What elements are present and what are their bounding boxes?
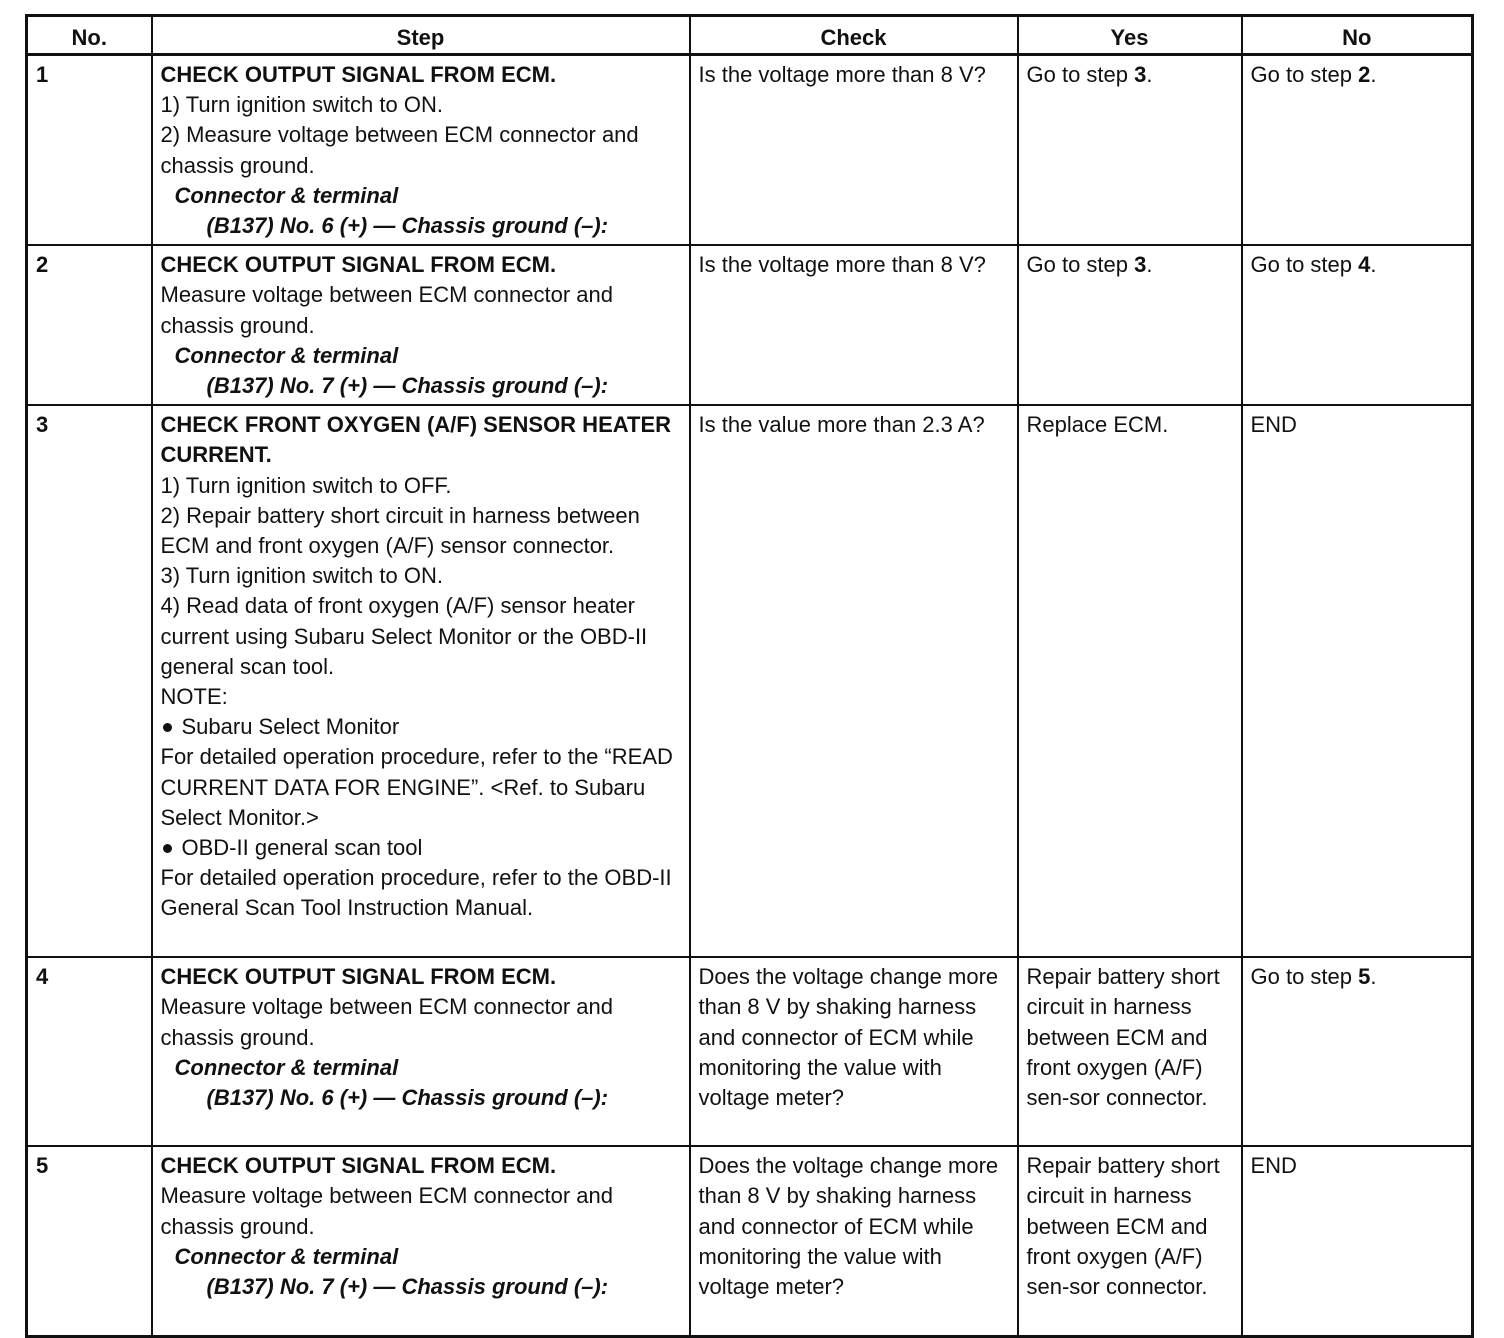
yes-prefix: Go to step bbox=[1026, 252, 1135, 278]
connector-label: Connector & terminal bbox=[174, 342, 399, 368]
bullet-dot-icon bbox=[163, 723, 172, 732]
yes-suffix: . bbox=[1146, 252, 1153, 278]
step-number: 2 bbox=[27, 245, 152, 405]
step-title: CHECK OUTPUT SIGNAL FROM ECM. bbox=[160, 1153, 557, 1179]
step-line: 2) Measure voltage between ECM connector and chassis ground. bbox=[160, 122, 639, 178]
bullet-item bbox=[161, 712, 683, 742]
bullet-text: For detailed operation procedure, refer to the OBD-II General Scan Tool Instruction Manual. bbox=[160, 865, 672, 921]
header-yes: Yes bbox=[1018, 16, 1242, 55]
step-cell bbox=[152, 245, 690, 405]
table-row bbox=[27, 1146, 1473, 1337]
yes-suffix: . bbox=[1146, 62, 1153, 87]
no-step-ref: 2 bbox=[1358, 62, 1371, 87]
step-cell bbox=[152, 55, 690, 246]
table-row bbox=[27, 957, 1473, 1146]
step-line: 1) Turn ignition switch to OFF. bbox=[160, 472, 452, 498]
no-suffix: . bbox=[1370, 252, 1377, 278]
step-line: 4) Read data of front oxygen (A/F) sensor heater current using Subaru Select Monitor or the OBD-II general scan tool. bbox=[160, 593, 648, 679]
step-number: 4 bbox=[27, 957, 152, 1146]
table-row bbox=[27, 55, 1473, 246]
yes-cell: Repair battery short circuit in harness between ECM and front oxygen (A/F) sen-sor connector. bbox=[1018, 1146, 1242, 1337]
step-line: Measure voltage between ECM connector and chassis ground. bbox=[160, 994, 613, 1050]
check-cell: Does the voltage change more than 8 V by shaking harness and connector of ECM while monitoring the value with voltage meter? bbox=[690, 1146, 1018, 1337]
yes-cell bbox=[1018, 245, 1242, 405]
note-label: NOTE: bbox=[160, 684, 228, 710]
bullet-label: Subaru Select Monitor bbox=[181, 714, 400, 740]
no-cell: END bbox=[1242, 405, 1473, 957]
yes-cell: Replace ECM. bbox=[1018, 405, 1242, 957]
connector-value: (B137) No. 7 (+) — Chassis ground (–): bbox=[206, 373, 609, 399]
header-no-result: No bbox=[1242, 16, 1473, 55]
header-check: Check bbox=[690, 16, 1018, 55]
diagnostic-procedure-table bbox=[25, 14, 1474, 1338]
step-line: 1) Turn ignition switch to ON. bbox=[160, 92, 443, 118]
header-step: Step bbox=[152, 16, 690, 55]
step-title: CHECK FRONT OXYGEN (A/F) SENSOR HEATER CURRENT. bbox=[160, 412, 672, 468]
check-cell: Does the voltage change more than 8 V by shaking harness and connector of ECM while monitoring the value with voltage meter? bbox=[690, 957, 1018, 1146]
step-line: Measure voltage between ECM connector and chassis ground. bbox=[160, 282, 613, 338]
step-title: CHECK OUTPUT SIGNAL FROM ECM. bbox=[160, 964, 557, 990]
connector-value: (B137) No. 6 (+) — Chassis ground (–): bbox=[206, 1085, 609, 1111]
check-cell: Is the voltage more than 8 V? bbox=[690, 55, 1018, 246]
table-row bbox=[27, 245, 1473, 405]
no-suffix: . bbox=[1370, 62, 1377, 87]
yes-step-ref: 3 bbox=[1134, 252, 1147, 278]
connector-label: Connector & terminal bbox=[174, 182, 399, 208]
no-cell bbox=[1242, 55, 1473, 246]
connector-label: Connector & terminal bbox=[174, 1054, 399, 1080]
step-cell bbox=[152, 957, 690, 1146]
connector-label: Connector & terminal bbox=[174, 1243, 399, 1269]
step-title: CHECK OUTPUT SIGNAL FROM ECM. bbox=[160, 252, 557, 278]
step-cell bbox=[152, 1146, 690, 1337]
connector-value: (B137) No. 6 (+) — Chassis ground (–): bbox=[206, 213, 609, 239]
check-cell: Is the value more than 2.3 A? bbox=[690, 405, 1018, 957]
header-no: No. bbox=[27, 16, 152, 55]
check-cell: Is the voltage more than 8 V? bbox=[690, 245, 1018, 405]
no-prefix: Go to step bbox=[1250, 252, 1359, 278]
no-prefix: Go to step bbox=[1250, 62, 1359, 87]
yes-cell bbox=[1018, 55, 1242, 246]
bullet-label: OBD-II general scan tool bbox=[181, 835, 423, 861]
no-prefix: Go to step bbox=[1250, 964, 1359, 990]
step-title: CHECK OUTPUT SIGNAL FROM ECM. bbox=[160, 62, 557, 87]
no-suffix: . bbox=[1370, 964, 1377, 990]
step-line: 2) Repair battery short circuit in harness between ECM and front oxygen (A/F) sensor connector. bbox=[160, 502, 640, 559]
step-line: Measure voltage between ECM connector and chassis ground. bbox=[160, 1183, 613, 1239]
yes-step-ref: 3 bbox=[1134, 62, 1147, 87]
bullet-dot-icon bbox=[163, 844, 172, 853]
table-header-row bbox=[27, 16, 1473, 55]
step-line: 3) Turn ignition switch to ON. bbox=[160, 563, 443, 589]
step-number: 5 bbox=[27, 1146, 152, 1337]
step-number: 3 bbox=[27, 405, 152, 957]
table-row bbox=[27, 405, 1473, 957]
step-cell bbox=[152, 405, 690, 957]
no-cell bbox=[1242, 245, 1473, 405]
no-cell: END bbox=[1242, 1146, 1473, 1337]
bullet-text: For detailed operation procedure, refer to the “READ CURRENT DATA FOR ENGINE”. <Ref. to Subaru Select Monitor.> bbox=[160, 744, 673, 830]
no-cell bbox=[1242, 957, 1473, 1146]
yes-prefix: Go to step bbox=[1026, 62, 1135, 87]
bullet-item bbox=[161, 833, 683, 863]
connector-value: (B137) No. 7 (+) — Chassis ground (–): bbox=[206, 1274, 609, 1300]
yes-cell: Repair battery short circuit in harness between ECM and front oxygen (A/F) sen-sor connector. bbox=[1018, 957, 1242, 1146]
no-step-ref: 5 bbox=[1358, 964, 1371, 990]
step-number: 1 bbox=[27, 55, 152, 246]
no-step-ref: 4 bbox=[1358, 252, 1371, 278]
